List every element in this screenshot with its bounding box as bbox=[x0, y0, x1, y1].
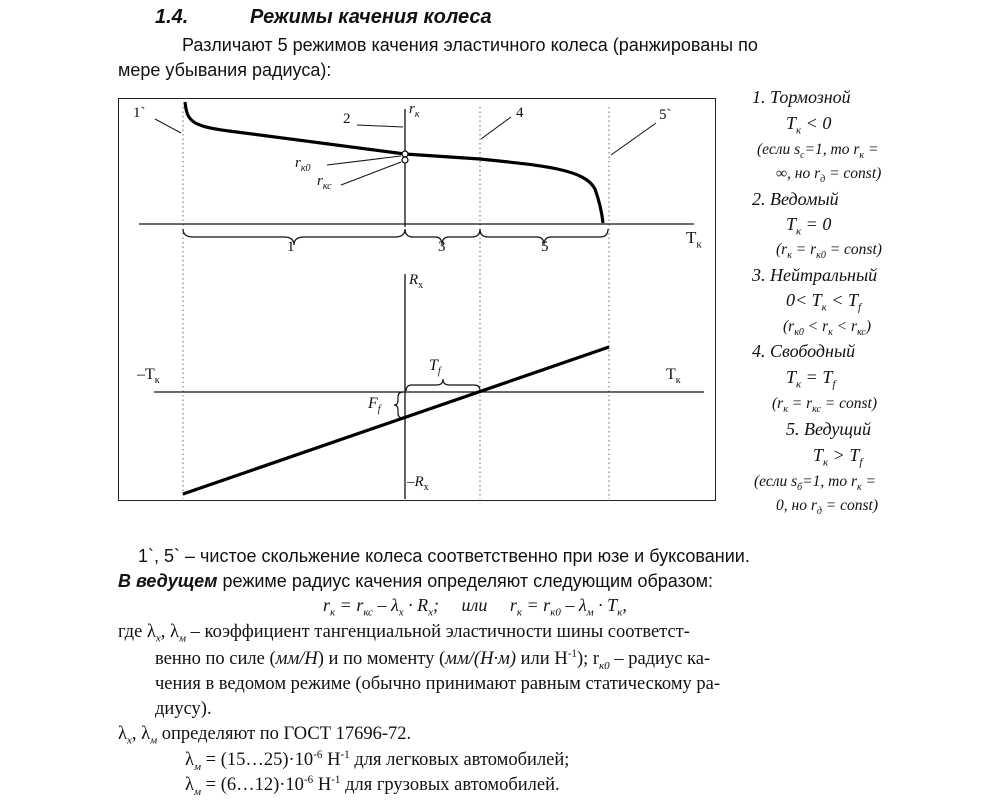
legend-mode-1-note-1: (если $s_с=1$, то $r_к$ = bbox=[757, 141, 879, 162]
leader-rkc bbox=[341, 162, 401, 185]
leader-2 bbox=[357, 125, 403, 127]
label-rkc: $r_{кс}$ bbox=[317, 173, 332, 192]
force-line bbox=[183, 347, 609, 494]
legend-mode-2: 2. Ведомый bbox=[752, 189, 839, 209]
label-tk-axis-top: $T_к$ bbox=[686, 228, 702, 251]
legend-mode-4-cond: $T_к = T_f$ bbox=[786, 367, 836, 391]
legend-mode-2-note: ($r_к = r_{к0}$ = const) bbox=[776, 241, 882, 262]
legend-mode-3-cond: $0< T_к < T_f$ bbox=[786, 290, 862, 314]
section-title: Режимы качения колеса bbox=[250, 6, 492, 28]
leader-4 bbox=[481, 117, 511, 139]
paragraph-3-line-3: чения в ведомом режиме (обычно принимают равным статическому ра- bbox=[155, 674, 721, 694]
paragraph-3-line-2: венно по силе (мм/Н) и по моменту (мм/(Н·м) или $Н^{-1}$); $r_{к0}$ – радиус ка- bbox=[155, 648, 711, 672]
brace-label-3: 3 bbox=[438, 239, 446, 255]
paragraph-3-line-4: диусу). bbox=[155, 699, 212, 719]
legend-mode-1-note-2: ∞, но $r_д$ = const) bbox=[776, 165, 882, 186]
label-tf: $T_f$ bbox=[429, 357, 441, 378]
intro-line-1: Различают 5 режимов качения эластичного колеса (ранжированы по bbox=[182, 35, 758, 55]
label-rk0: $r_{к0}$ bbox=[295, 155, 311, 174]
legend-mode-2-cond: $T_к = 0$ bbox=[786, 214, 832, 238]
label-1-prime: 1` bbox=[133, 105, 146, 121]
legend-mode-1-cond: $T_к < 0$ bbox=[786, 113, 832, 137]
legend-mode-3-note: $(r_{к0} < r_к < r_{кс})$ bbox=[783, 318, 871, 339]
label-rk-axis: $r_к$ bbox=[409, 101, 420, 120]
legend-mode-5-note-2: 0, но $r_д$ = const) bbox=[776, 497, 879, 518]
brace-label-1: 1 bbox=[287, 239, 295, 255]
intro-line-2: мере убывания радиуса): bbox=[118, 60, 332, 80]
label-tk-right: $T_к$ bbox=[666, 366, 681, 387]
legend-mode-4: 4. Свободный bbox=[752, 341, 856, 361]
label-ff: $F_f$ bbox=[368, 395, 381, 416]
label-rx-top: $R_х$ bbox=[409, 272, 424, 291]
paragraph-2: В ведущем режиме радиус качения определяют следующим образом: bbox=[118, 571, 714, 591]
brace-label-5: 5 bbox=[541, 239, 549, 255]
legend-mode-3: 3. Нейтральный bbox=[752, 265, 878, 285]
legend-mode-5: 5. Ведущий bbox=[786, 419, 871, 439]
brace-ff bbox=[394, 392, 403, 418]
legend-mode-1: 1. Тормозной bbox=[752, 87, 851, 107]
leader-rk0 bbox=[327, 156, 401, 165]
leader-1 bbox=[155, 119, 181, 133]
leader-5 bbox=[611, 123, 656, 155]
paragraph-3-line-1: где $\lambda_х$, $\lambda_м$ – коэффициент тангенциальной эластичности шины соответст- bbox=[118, 622, 690, 645]
legend-mode-4-note: ($r_к = r_{кс}$ = const) bbox=[772, 395, 877, 416]
brace-tf bbox=[406, 379, 480, 391]
figure-graphics bbox=[119, 99, 716, 501]
legend-mode-5-note-1: (если $s_б=1$, то $r_к$ = bbox=[754, 473, 877, 494]
legend-mode-5-cond: $T_к > T_f$ bbox=[813, 445, 863, 469]
paragraph-5: $\lambda_м$ = $(15\dots 25)\cdot 10^{-6}$ $Н^{-1}$ для легковых автомобилей; bbox=[185, 749, 570, 773]
paragraph-6: $\lambda_м$ = $(6\dots 12)\cdot 10^{-6}$ $Н^{-1}$ для грузовых автомобилей. bbox=[185, 774, 560, 798]
section-number: 1.4. bbox=[155, 6, 189, 28]
label-2: 2 bbox=[343, 111, 351, 127]
label-5-prime: 5` bbox=[659, 107, 672, 123]
point-rkc bbox=[402, 157, 408, 163]
rolling-modes-figure bbox=[118, 98, 716, 501]
label-4: 4 bbox=[516, 105, 524, 121]
label-rx-bottom: $-R_х$ bbox=[407, 474, 429, 493]
paragraph-4: $\lambda_х$, $\lambda_м$ определяют по ГОСТ 17696-72. bbox=[118, 724, 412, 747]
point-rk0 bbox=[402, 151, 408, 157]
formula: $r_к = r_{кс} - \lambda_х \cdot R_х$; или $r_к = r_{к0} - \lambda_м \cdot T_к$, bbox=[323, 595, 627, 619]
label-neg-tk: $-T_к$ bbox=[137, 366, 160, 387]
radius-curve bbox=[185, 102, 603, 223]
paragraph-1: 1`, 5` – чистое скольжение колеса соответственно при юзе и буксовании. bbox=[138, 546, 750, 566]
